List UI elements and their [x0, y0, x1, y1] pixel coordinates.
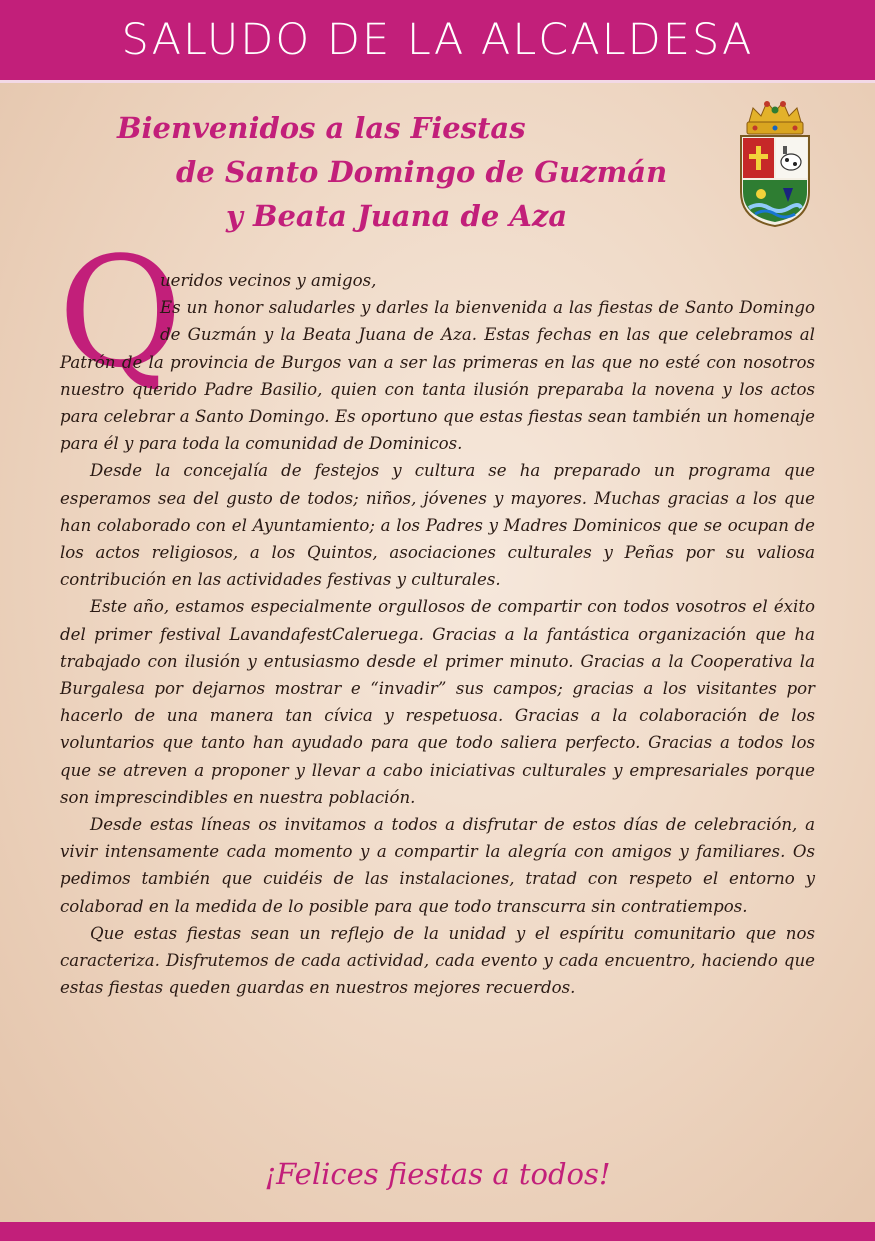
paragraph-3: Este año, estamos especialmente orgullosos de compartir con todos vosotros el éxito del primer festival LavandafestCaleruega. Gracias a la fantástica organización que ha trabajado con ilusión y entusiasmo desde el primer minuto. Gracias a la Cooperativa la Burgalesa por dejarnos mostrar e “invadir” sus campos; gracias a los visitantes por hacerlo de una manera tan cívica y respetuosa. Gracias a la colaboración de los voluntarios que tanto han ayudado para que todo saliera perfecto. Gracias a todos los que se atreven a proponer y llevar a cabo iniciativas culturales y empresariales porque son imprescindibles en nuestra población. — [60, 597, 815, 807]
header-divider — [0, 80, 875, 83]
drop-cap: Q — [58, 224, 183, 401]
letter-body — [60, 267, 815, 1001]
coat-of-arms-icon — [735, 96, 815, 228]
paragraph-1-text: Es un honor saludarles y darles la bienvenida a las fiestas de Santo Domingo de Guzmán y la Beata Juana de Aza. Estas fechas en las que celebramos al Patrón de la provincia de Burgos van a ser las primeras en las que no esté con nosotros nuestro querido Padre Basilio, quien con tanta ilusión preparaba la novena y los actos para celebrar a Santo Domingo. Es oportuno que estas fiestas sean también un homenaje para él y para toda la comunidad de Dominicos. — [60, 298, 815, 454]
paragraph-5: Que estas fiestas sean un reflejo de la unidad y el espíritu comunitario que nos caracteriza. Disfrutemos de cada actividad, cada evento y cada encuentro, haciendo que estas fiestas queden guardas en nuestros mejores recuerdos. — [60, 923, 815, 998]
subtitle-line-1: Bienvenidos a las Fiestas — [117, 111, 526, 145]
greeting: ueridos vecinos y amigos, — [160, 271, 377, 290]
paragraph-4: Desde estas líneas os invitamos a todos a disfrutar de estos días de celebración, a vivir intensamente cada momento y a compartir la alegría con amigos y familiares. Os pedimos también que cuidéis de las instalaciones, tratad con respeto el entorno y colaborad en la medida de lo posible para que todo transcurra sin contratiempos. — [60, 815, 815, 916]
paragraph-1 — [60, 267, 815, 457]
dropcap-spacer — [60, 267, 160, 347]
paragraph-2: Desde la concejalía de festejos y cultura se ha preparado un programa que esperamos sea del gusto de todos; niños, jóvenes y mayores. Muchas gracias a los que han colaborado con el Ayuntamiento; a los Padres y Madres Dominicos que se ocupan de los actos religiosos, a los Quintos, asociaciones culturales y Peñas por su valiosa contribución en las actividades festivas y culturales. — [60, 461, 815, 590]
subtitle-line-2: de Santo Domingo de Guzmán — [176, 155, 668, 189]
subtitle-line-3: y Beata Juana de Aza — [226, 199, 568, 233]
footer-bar — [0, 1222, 875, 1241]
page-title: SALUDO DE LA ALCALDESA — [121, 15, 754, 65]
closing-line: ¡Felices fiestas a todos! — [264, 1157, 611, 1191]
